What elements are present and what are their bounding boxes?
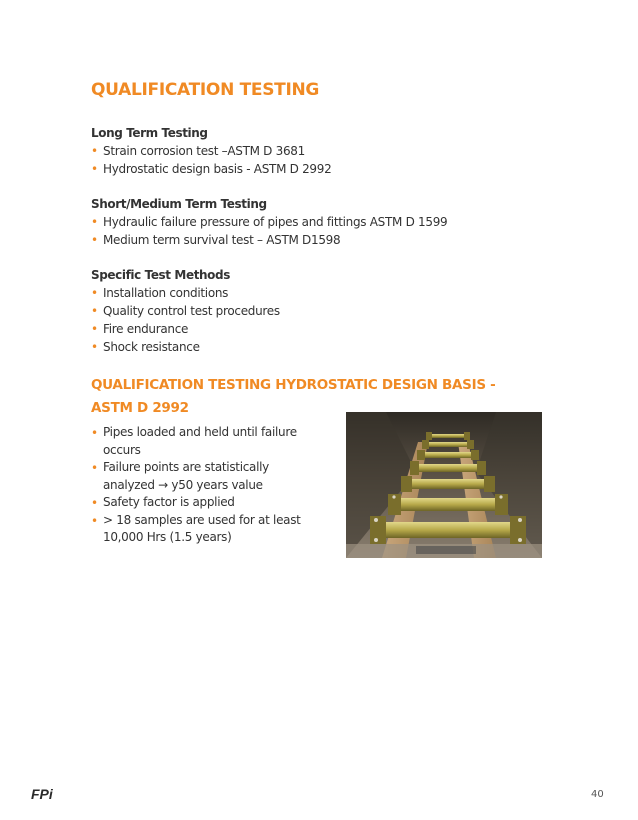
list-item: • Medium term survival test – ASTM D1598 xyxy=(91,233,341,247)
list-item: • Strain corrosion test –ASTM D 3681 xyxy=(91,144,305,158)
page-title: QUALIFICATION TESTING xyxy=(91,80,320,100)
bullet-icon: • xyxy=(91,322,98,336)
list-item: • Fire endurance xyxy=(91,322,189,336)
list-item: • > 18 samples are used for at least 10,000 Hrs (1.5 years) xyxy=(91,512,301,544)
bullet-icon: • xyxy=(91,144,98,158)
bullet-icon: • xyxy=(91,426,98,440)
company-logo xyxy=(31,786,65,806)
page-number: 40 xyxy=(591,789,604,800)
pipe-test-photo xyxy=(346,412,542,558)
fpi-logo-icon xyxy=(31,786,65,802)
bullet-icon: • xyxy=(91,340,98,354)
bullet-icon: • xyxy=(91,286,98,300)
list-item: • Hydrostatic design basis - ASTM D 2992 xyxy=(91,162,332,176)
bullet-list xyxy=(91,284,280,356)
section-heading: Specific Test Methods xyxy=(91,268,230,282)
list-item: • Quality control test procedures xyxy=(91,304,280,318)
section-specific-test-methods xyxy=(91,266,280,356)
hdb-section-title: QUALIFICATION TESTING HYDROSTATIC DESIGN BASIS - ASTM D 2992 xyxy=(91,377,496,416)
bullet-icon: • xyxy=(91,304,98,318)
bullet-icon: • xyxy=(91,461,98,475)
section-long-term-testing xyxy=(91,124,331,178)
bullet-icon: • xyxy=(91,162,98,176)
list-item: • Hydraulic failure pressure of pipes and fittings ASTM D 1599 xyxy=(91,215,448,229)
bullet-list xyxy=(91,142,331,178)
list-item: • Pipes loaded and held until failure occurs xyxy=(91,425,297,457)
bullet-icon: • xyxy=(91,513,98,528)
hdb-bullet-list xyxy=(91,424,333,547)
bullet-list xyxy=(91,213,447,249)
pipe-test-photo-image xyxy=(346,412,542,558)
section-short-medium-term-testing xyxy=(91,195,447,249)
section-heading: Short/Medium Term Testing xyxy=(91,197,267,211)
list-item: • Failure points are statistically analyzed → y50 years value xyxy=(91,460,269,492)
svg-text:FPi: FPi xyxy=(31,786,53,802)
bullet-icon: • xyxy=(91,496,98,510)
section-heading: Long Term Testing xyxy=(91,126,208,140)
list-item: • Safety factor is applied xyxy=(91,495,235,510)
bullet-icon: • xyxy=(91,215,98,229)
list-item: • Shock resistance xyxy=(91,340,200,354)
bullet-icon: • xyxy=(91,233,98,247)
list-item: • Installation conditions xyxy=(91,286,229,300)
